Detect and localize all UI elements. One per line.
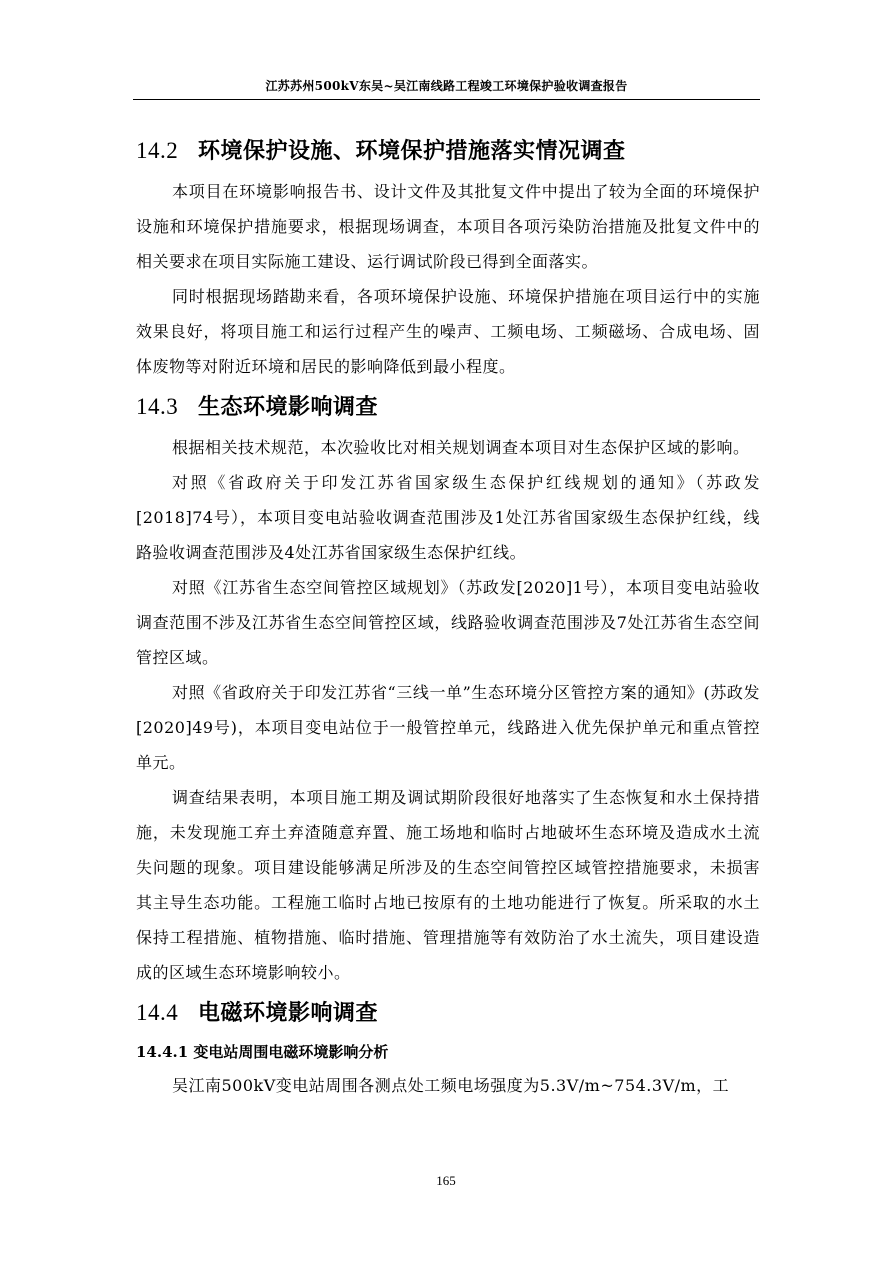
paragraph: 对照《省政府关于印发江苏省国家级生态保护红线规划的通知》（苏政发[2018]74号），本项目变电站验收调查范围涉及1处江苏省国家级生态保护红线，线路验收调查范围涉及4处江苏省国家级生态保护红线。 — [136, 473, 760, 562]
section-title: 电磁环境影响调查 — [198, 1000, 379, 1026]
section-title: 环境保护设施、环境保护措施落实情况调查 — [198, 138, 626, 164]
section-heading-14-3 — [136, 384, 760, 430]
paragraph: 对照《省政府关于印发江苏省“三线一单”生态环境分区管控方案的通知》(苏政发[2020]49号)，本项目变电站位于一般管控单元，线路进入优先保护单元和重点管控单元。 — [136, 683, 760, 772]
paragraph: 调查结果表明，本项目施工期及调试期阶段很好地落实了生态恢复和水土保持措施，未发现施工弃土弃渣随意弃置、施工场地和临时占地破坏生态环境及造成水土流失问题的现象。项目建设能够满足所涉及的生态空间管控区域管控措施要求，未损害其主导生态功能。工程施工临时占地已按原有的土地功能进行了恢复。所采取的水土保持工程措施、植物措施、临时措施、管理措施等有效防治了水土流失，项目建设造成的区域生态环境影响较小。 — [136, 788, 760, 982]
page-number: 165 — [436, 1173, 456, 1188]
section-number: 14.3 — [136, 394, 179, 419]
section-title: 生态环境影响调查 — [198, 394, 379, 420]
paragraph: 本项目在环境影响报告书、设计文件及其批复文件中提出了较为全面的环境保护设施和环境保护措施要求，根据现场调查，本项目各项污染防治措施及批复文件中的相关要求在项目实际施工建设、运行调试阶段已得到全面落实。 — [136, 182, 760, 271]
paragraph: 吴江南500kV变电站周围各测点处工频电场强度为5.3V/m~754.3V/m，工 — [172, 1076, 730, 1095]
paragraph: 对照《江苏省生态空间管控区域规划》（苏政发[2020]1号），本项目变电站验收调查范围不涉及江苏省生态空间管控区域，线路验收调查范围涉及7处江苏省生态空间管控区域。 — [136, 578, 760, 667]
section-number: 14.4 — [136, 1000, 179, 1025]
page-body — [136, 128, 760, 1103]
paragraph: 同时根据现场踏勘来看，各项环境保护设施、环境保护措施在项目运行中的实施效果良好，将项目施工和运行过程产生的噪声、工频电场、工频磁场、合成电场、固体废物等对附近环境和居民的影响降低到最小程度。 — [136, 287, 760, 376]
section-number: 14.2 — [136, 138, 179, 163]
section-heading-14-4 — [136, 990, 760, 1036]
subsection-heading-14-4-1: 14.4.1 变电站周围电磁环境影响分析 — [136, 1043, 389, 1061]
running-header: 江苏苏州500kV东吴~吴江南线路工程竣工环境保护验收调查报告 — [265, 79, 628, 93]
section-heading-14-2 — [136, 128, 760, 174]
paragraph: 根据相关技术规范，本次验收比对相关规划调查本项目对生态保护区域的影响。 — [172, 438, 750, 457]
header-divider — [133, 99, 760, 100]
